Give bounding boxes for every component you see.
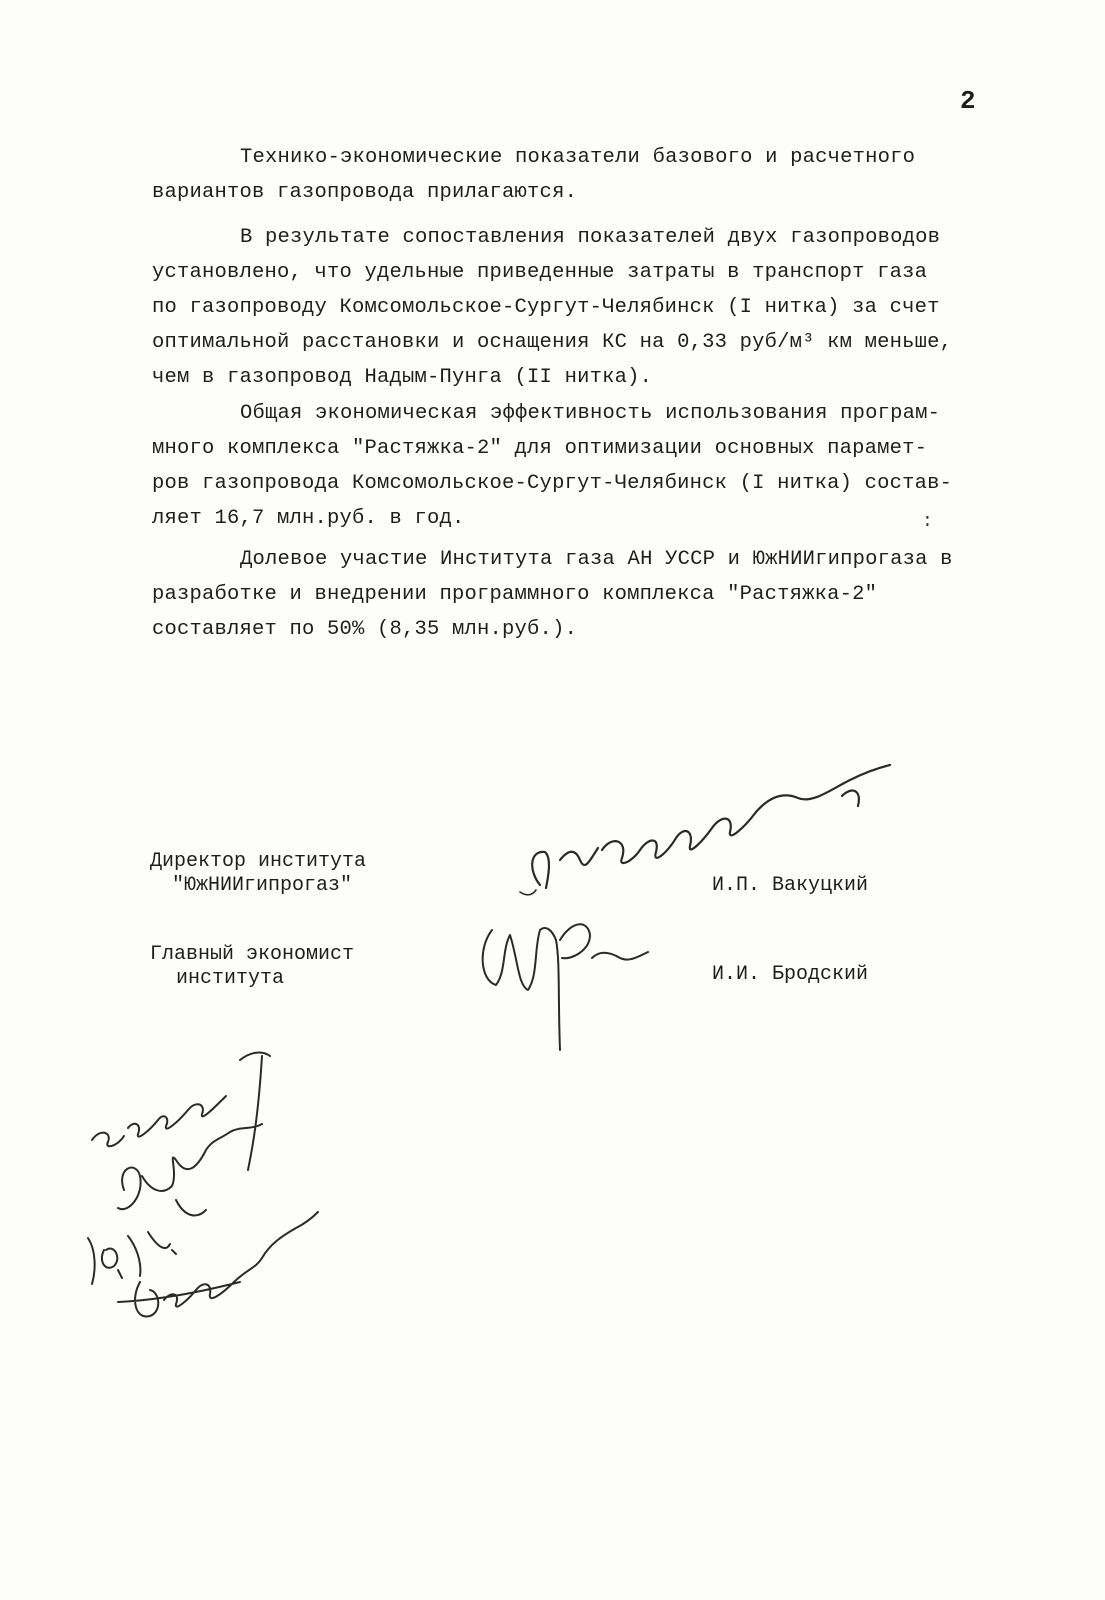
text-line: разработке и внедрении программного комплекса "Растяжка-2": [152, 583, 878, 606]
text-line: ров газопровода Комсомольское-Сургут-Челябинск (I нитка) состав-: [152, 472, 953, 495]
text-line: чем в газопровод Надым-Пунга (II нитка).: [152, 366, 653, 389]
title-line: "ЮжНИИгипрогаз": [172, 874, 353, 897]
economist-signature: [483, 924, 648, 1050]
signatory-title-director: [150, 850, 366, 898]
paragraph-share: [152, 542, 1032, 647]
text-line: Общая экономическая эффективность использования програм-: [240, 402, 941, 425]
text-line: вариантов газопровода прилагаются.: [152, 181, 578, 204]
page-number: 2: [960, 86, 976, 116]
text-line: Долевое участие Института газа АН УССР и ЮжНИИгипрогаза в: [240, 548, 953, 571]
paragraph-efficiency: [152, 396, 1032, 536]
text-line: оптимальной расстановки и оснащения КС на 0,33 руб/м³ км меньше,: [152, 331, 953, 354]
text-line: по газопроводу Комсомольское-Сургут-Челябинск (I нитка) за счет: [152, 296, 940, 319]
paragraph-indicators: [152, 140, 1032, 210]
text-line: Технико-экономические показатели базового и расчетного: [240, 146, 916, 169]
text-line: ляет 16,7 млн.руб. в год.: [152, 507, 465, 530]
handwritten-note: [88, 1053, 318, 1317]
title-line: института: [176, 967, 285, 990]
title-line: Директор института: [150, 850, 367, 873]
paragraph-comparison: [152, 220, 1032, 395]
text-line: В результате сопоставления показателей двух газопроводов: [240, 226, 941, 249]
signatory-title-economist: [150, 943, 354, 991]
director-signature: [532, 765, 890, 888]
text-line: установлено, что удельные приведенные затраты в транспорт газа: [152, 261, 928, 284]
margin-mark: :: [922, 512, 933, 532]
director-signature-underline: [520, 890, 536, 895]
signatory-name-director: И.П. Вакуцкий: [712, 874, 869, 897]
title-line: Главный экономист: [150, 943, 355, 966]
text-line: составляет по 50% (8,35 млн.руб.).: [152, 618, 578, 641]
signatory-name-economist: И.И. Бродский: [712, 963, 869, 986]
text-line: много комплекса "Растяжка-2" для оптимизации основных парамет-: [152, 437, 928, 460]
